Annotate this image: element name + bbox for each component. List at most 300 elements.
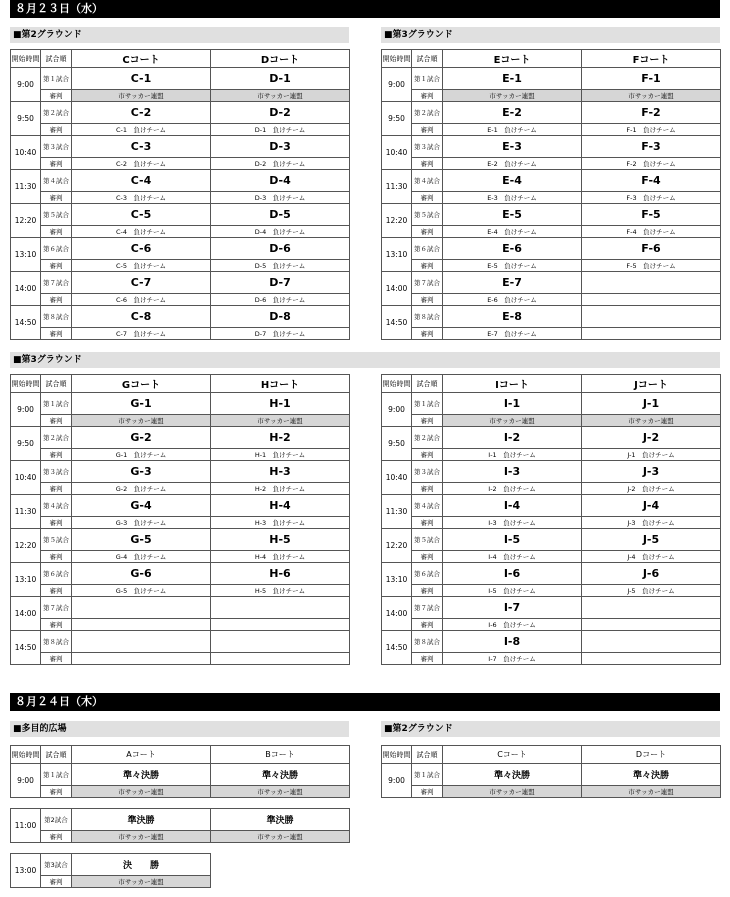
table-row [382,68,721,90]
table-row [11,102,350,124]
schedule-table [10,374,350,665]
referee-row [11,158,350,170]
referee-cell: E-6 負けチーム [443,294,582,306]
header-start-time: 開始時間 [11,50,41,68]
match-cell: G-3 [72,461,211,483]
match-cell: 準々決勝 [72,764,211,786]
referee-label: 審判 [41,415,72,427]
match-cell: F-2 [582,102,721,124]
match-cell: 準々決勝 [211,764,350,786]
start-time: 10:40 [382,136,412,170]
match-cell [211,597,350,619]
table-row [11,393,350,415]
round-label: 第１試合 [412,393,443,415]
referee-cell: 市サッカー連盟 [211,786,350,798]
match-cell [582,306,721,328]
referee-row [382,483,721,495]
referee-row [382,551,721,563]
referee-label: 審判 [41,449,72,461]
court-header: Iコート [443,375,582,393]
section-ground3-b: ■第3グラウンド [10,352,720,368]
match-cell: H-3 [211,461,350,483]
match-cell: C-4 [72,170,211,192]
table-row [11,204,350,226]
court-header: Hコート [211,375,350,393]
table-row [382,631,721,653]
start-time: 14:00 [11,272,41,306]
referee-row [11,551,350,563]
section-ground2: ■第2グラウンド [10,27,349,43]
referee-row [382,619,721,631]
referee-cell: G-5 負けチーム [72,585,211,597]
match-cell: F-1 [582,68,721,90]
start-time: 9:00 [382,764,412,798]
day-header-aug24: ８月２４日（木） [10,693,720,711]
referee-cell: F-3 負けチーム [582,192,721,204]
referee-cell [582,294,721,306]
start-time: 11:00 [11,809,41,843]
referee-row [11,653,350,665]
referee-cell: H-5 負けチーム [211,585,350,597]
referee-cell: C-1 負けチーム [72,124,211,136]
start-time: 11:30 [382,170,412,204]
referee-row [382,328,721,340]
start-time: 14:50 [382,306,412,340]
referee-label: 審判 [41,517,72,529]
referee-cell: 市サッカー連盟 [72,786,211,798]
match-cell: E-8 [443,306,582,328]
match-cell: F-6 [582,238,721,260]
referee-label: 審判 [41,876,72,888]
referee-cell: 市サッカー連盟 [211,90,350,102]
header-round: 試合順 [412,50,443,68]
referee-cell: C-7 負けチーム [72,328,211,340]
referee-row [11,517,350,529]
court-header: Fコート [582,50,721,68]
referee-row [11,124,350,136]
start-time: 14:00 [11,597,41,631]
match-cell: F-3 [582,136,721,158]
referee-cell [582,619,721,631]
match-cell: 準決勝 [72,809,211,831]
start-time: 14:50 [382,631,412,665]
match-cell: G-5 [72,529,211,551]
table-row [11,272,350,294]
round-label: 第３試合 [412,461,443,483]
referee-label: 審判 [412,226,443,238]
round-label: 第５試合 [41,204,72,226]
match-cell: J-2 [582,427,721,449]
referee-label: 審判 [412,786,443,798]
court-header: Eコート [443,50,582,68]
referee-row [382,786,721,798]
table-row [382,272,721,294]
match-cell: J-4 [582,495,721,517]
round-label: 第７試合 [41,597,72,619]
start-time: 13:10 [11,563,41,597]
referee-cell: G-3 負けチーム [72,517,211,529]
round-label: 第７試合 [41,272,72,294]
referee-row [382,517,721,529]
round-label: 第２試合 [41,427,72,449]
match-cell: 決 勝 [72,854,211,876]
start-time: 9:00 [11,764,41,798]
referee-row [11,415,350,427]
start-time: 11:30 [382,495,412,529]
referee-cell: J-5 負けチーム [582,585,721,597]
match-cell: 準々決勝 [582,764,721,786]
start-time: 12:20 [11,204,41,238]
table-row [11,529,350,551]
schedule-table [10,853,211,888]
table-row [382,204,721,226]
match-cell: D-4 [211,170,350,192]
match-cell: 準々決勝 [443,764,582,786]
section-ground3-a: ■第3グラウンド [381,27,720,43]
referee-row [382,653,721,665]
match-cell: C-3 [72,136,211,158]
table-row [11,68,350,90]
round-label: 第４試合 [412,495,443,517]
start-time: 12:20 [382,529,412,563]
referee-cell: 市サッカー連盟 [443,415,582,427]
referee-cell: G-1 負けチーム [72,449,211,461]
table-row [382,563,721,585]
round-label: 第１試合 [41,68,72,90]
referee-cell: I-7 負けチーム [443,653,582,665]
referee-cell: I-6 負けチーム [443,619,582,631]
match-cell: E-3 [443,136,582,158]
match-cell: 準決勝 [211,809,350,831]
match-cell: I-7 [443,597,582,619]
referee-row [11,294,350,306]
match-cell: I-5 [443,529,582,551]
match-cell: I-2 [443,427,582,449]
referee-cell [211,619,350,631]
round-label: 第５試合 [412,204,443,226]
table-row [382,136,721,158]
table-row [11,495,350,517]
referee-label: 審判 [412,653,443,665]
referee-label: 審判 [41,90,72,102]
match-cell: G-2 [72,427,211,449]
referee-cell: 市サッカー連盟 [443,90,582,102]
table-row [11,563,350,585]
referee-label: 審判 [41,551,72,563]
referee-cell: F-4 負けチーム [582,226,721,238]
court-header: Aコート [72,746,211,764]
match-cell: I-1 [443,393,582,415]
table-row [11,136,350,158]
match-cell: G-4 [72,495,211,517]
match-cell: C-8 [72,306,211,328]
referee-label: 審判 [412,415,443,427]
round-label: 第１試合 [41,764,72,786]
start-time: 13:10 [382,563,412,597]
referee-cell: 市サッカー連盟 [211,831,350,843]
round-label: 第６試合 [412,238,443,260]
start-time: 12:20 [382,204,412,238]
court-header: Dコート [211,50,350,68]
referee-cell: H-1 負けチーム [211,449,350,461]
table-row [11,238,350,260]
table-row [382,393,721,415]
referee-row [382,585,721,597]
referee-cell: D-1 負けチーム [211,124,350,136]
match-cell: I-6 [443,563,582,585]
round-label: 第６試合 [412,563,443,585]
table-row [382,102,721,124]
referee-cell: I-4 負けチーム [443,551,582,563]
match-cell [72,631,211,653]
start-time: 14:50 [11,631,41,665]
table-row [11,631,350,653]
match-cell: C-1 [72,68,211,90]
referee-cell: E-2 負けチーム [443,158,582,170]
referee-cell: J-3 負けチーム [582,517,721,529]
referee-label: 審判 [41,158,72,170]
referee-cell: 市サッカー連盟 [72,876,211,888]
referee-label: 審判 [41,585,72,597]
referee-row [382,294,721,306]
section-ground2-b: ■第2グラウンド [381,721,720,737]
referee-cell: C-4 負けチーム [72,226,211,238]
referee-row [382,124,721,136]
referee-row [382,260,721,272]
table-row [382,306,721,328]
match-cell: D-6 [211,238,350,260]
header-round: 試合順 [412,375,443,393]
referee-label: 審判 [412,158,443,170]
start-time: 9:50 [11,102,41,136]
referee-cell: I-5 負けチーム [443,585,582,597]
start-time: 10:40 [382,461,412,495]
round-label: 第４試合 [41,170,72,192]
round-label: 第５試合 [41,529,72,551]
match-cell: E-4 [443,170,582,192]
schedule-table [10,745,350,798]
start-time: 13:10 [382,238,412,272]
referee-cell: J-2 負けチーム [582,483,721,495]
referee-cell: 市サッカー連盟 [211,415,350,427]
round-label: 第８試合 [412,306,443,328]
round-label: 第１試合 [412,764,443,786]
start-time: 9:00 [382,68,412,102]
referee-row [382,90,721,102]
referee-cell: F-5 負けチーム [582,260,721,272]
match-cell: F-5 [582,204,721,226]
match-cell: C-2 [72,102,211,124]
match-cell: J-5 [582,529,721,551]
referee-row [382,158,721,170]
court-header: Bコート [211,746,350,764]
start-time: 14:50 [11,306,41,340]
match-cell: D-1 [211,68,350,90]
referee-cell: D-4 負けチーム [211,226,350,238]
start-time: 10:40 [11,136,41,170]
court-header: Gコート [72,375,211,393]
round-label: 第２試合 [412,427,443,449]
start-time: 9:50 [382,102,412,136]
round-label: 第３試合 [412,136,443,158]
referee-cell: 市サッカー連盟 [72,90,211,102]
referee-cell: C-3 負けチーム [72,192,211,204]
day-header-aug23: ８月２３日（水） [10,0,720,18]
table-row [382,529,721,551]
match-cell: H-2 [211,427,350,449]
match-cell: J-3 [582,461,721,483]
referee-label: 審判 [41,124,72,136]
round-label: 第８試合 [41,306,72,328]
start-time: 10:40 [11,461,41,495]
table-row [11,427,350,449]
round-label: 第５試合 [412,529,443,551]
referee-row [382,192,721,204]
table-row [11,854,211,876]
referee-row [11,619,350,631]
referee-cell: D-7 負けチーム [211,328,350,340]
court-header: Cコート [443,746,582,764]
referee-label: 審判 [412,124,443,136]
referee-cell: H-4 負けチーム [211,551,350,563]
match-cell [582,272,721,294]
referee-label: 審判 [412,551,443,563]
referee-label: 審判 [41,483,72,495]
round-label: 第３試合 [41,461,72,483]
referee-cell: I-1 負けチーム [443,449,582,461]
referee-label: 審判 [412,192,443,204]
match-cell [72,597,211,619]
match-cell: H-1 [211,393,350,415]
referee-cell: 市サッカー連盟 [72,831,211,843]
referee-label: 審判 [41,653,72,665]
referee-label: 審判 [412,449,443,461]
referee-label: 審判 [41,294,72,306]
header-round: 試合順 [41,375,72,393]
referee-cell: I-3 負けチーム [443,517,582,529]
start-time: 9:00 [382,393,412,427]
match-cell: D-8 [211,306,350,328]
referee-row [11,786,350,798]
match-cell [582,631,721,653]
referee-label: 審判 [412,517,443,529]
header-start-time: 開始時間 [11,746,41,764]
header-start-time: 開始時間 [382,746,412,764]
referee-row [11,449,350,461]
schedule-table [10,49,350,340]
referee-cell: 市サッカー連盟 [582,786,721,798]
header-round: 試合順 [412,746,443,764]
referee-cell: E-5 負けチーム [443,260,582,272]
table-row [382,764,721,786]
round-label: 第４試合 [412,170,443,192]
match-cell: I-3 [443,461,582,483]
schedule-table [381,745,721,798]
referee-cell: C-2 負けチーム [72,158,211,170]
header-round: 試合順 [41,746,72,764]
table-row [11,170,350,192]
referee-cell: H-3 負けチーム [211,517,350,529]
match-cell: G-1 [72,393,211,415]
referee-row [11,260,350,272]
referee-row [382,226,721,238]
start-time: 9:00 [11,393,41,427]
round-label: 第１試合 [412,68,443,90]
table-row [11,764,350,786]
court-header: Jコート [582,375,721,393]
match-cell [582,597,721,619]
referee-cell: E-7 負けチーム [443,328,582,340]
referee-label: 審判 [41,192,72,204]
match-cell: C-7 [72,272,211,294]
round-label: 第８試合 [41,631,72,653]
referee-label: 審判 [412,483,443,495]
match-cell [211,631,350,653]
table-row [11,306,350,328]
referee-row [11,876,211,888]
header-round: 試合順 [41,50,72,68]
referee-label: 審判 [412,294,443,306]
referee-cell: F-1 負けチーム [582,124,721,136]
referee-cell: E-1 負けチーム [443,124,582,136]
referee-cell: J-4 負けチーム [582,551,721,563]
start-time: 9:00 [11,68,41,102]
referee-cell: G-2 負けチーム [72,483,211,495]
match-cell: C-5 [72,204,211,226]
referee-cell: G-4 負けチーム [72,551,211,563]
referee-cell [582,328,721,340]
match-cell: D-5 [211,204,350,226]
match-cell: H-4 [211,495,350,517]
start-time: 9:50 [11,427,41,461]
table-row [382,597,721,619]
referee-cell: D-3 負けチーム [211,192,350,204]
referee-row [11,483,350,495]
round-label: 第２試合 [41,102,72,124]
referee-cell: C-6 負けチーム [72,294,211,306]
referee-cell: D-6 負けチーム [211,294,350,306]
match-cell: I-4 [443,495,582,517]
table-row [382,170,721,192]
referee-label: 審判 [41,328,72,340]
start-time: 13:00 [11,854,41,888]
referee-row [11,328,350,340]
referee-row [382,415,721,427]
match-cell: D-3 [211,136,350,158]
referee-label: 審判 [41,619,72,631]
referee-label: 審判 [412,619,443,631]
round-label: 第3試合 [41,854,72,876]
referee-row [11,90,350,102]
referee-row [11,585,350,597]
round-label: 第８試合 [412,631,443,653]
referee-label: 審判 [41,226,72,238]
start-time: 14:00 [382,597,412,631]
table-row [382,427,721,449]
match-cell: H-5 [211,529,350,551]
referee-label: 審判 [41,831,72,843]
referee-cell: 市サッカー連盟 [582,90,721,102]
schedule-table [381,374,721,665]
match-cell: H-6 [211,563,350,585]
start-time: 9:50 [382,427,412,461]
referee-cell [72,619,211,631]
referee-cell: E-3 負けチーム [443,192,582,204]
referee-cell [211,653,350,665]
court-header: Cコート [72,50,211,68]
referee-cell: C-5 負けチーム [72,260,211,272]
match-cell: E-1 [443,68,582,90]
